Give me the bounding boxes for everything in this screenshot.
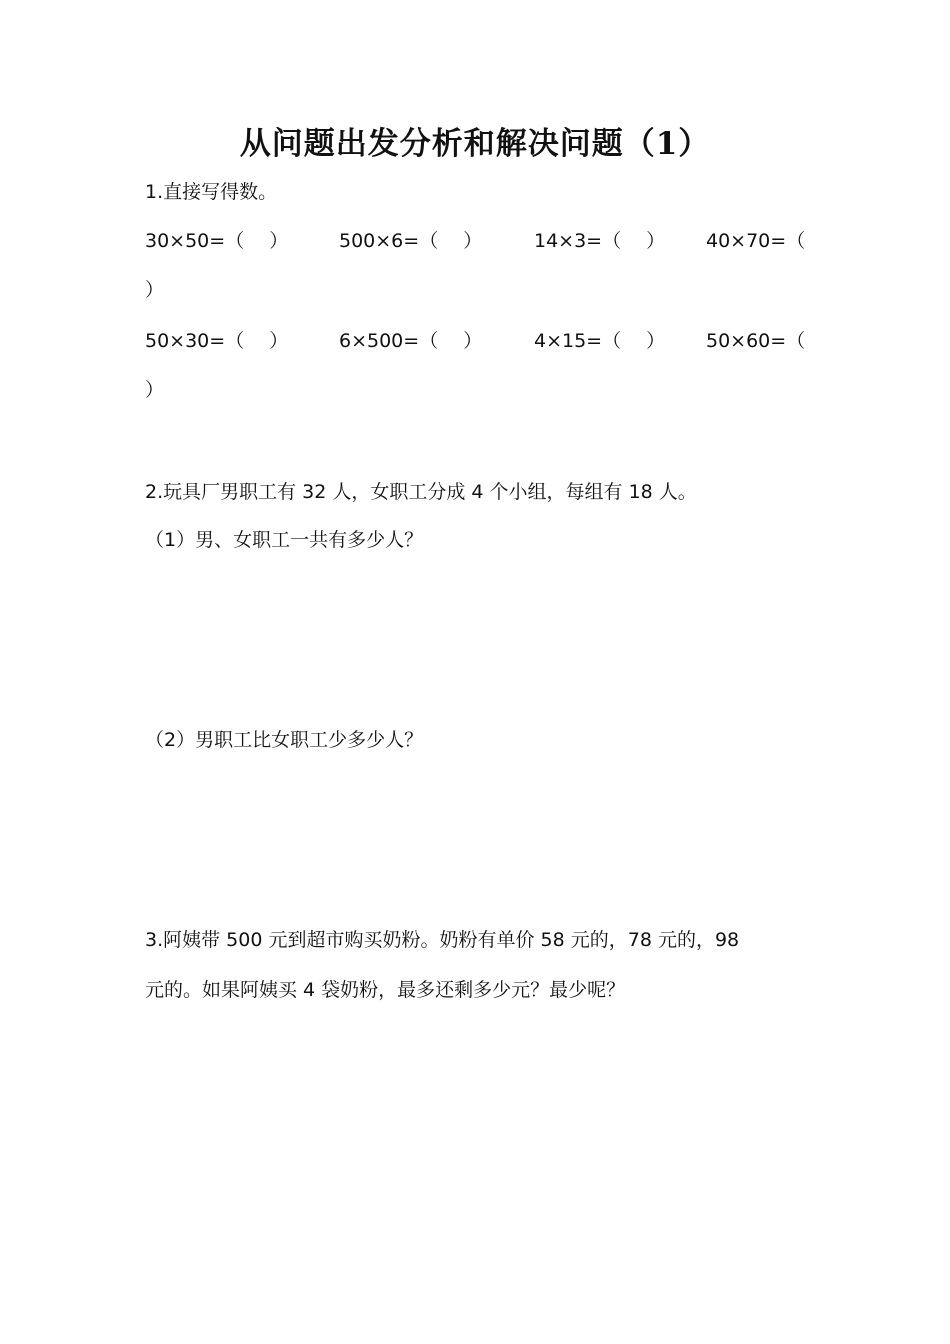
page-title: 从问题出发分析和解决问题（1）: [239, 126, 711, 162]
q1-heading: 1.直接写得数。: [145, 181, 278, 203]
q3-line2: 元的。如果阿姨买 4 袋奶粉，最多还剩多少元？最少呢？: [145, 979, 626, 1001]
q1-row1-item-4: 40×70=（: [706, 230, 806, 252]
q1-row1-item-1: 30×50=（ ）: [145, 230, 289, 252]
q1-row1-wrap: ）: [145, 279, 165, 301]
q1-row2-item-3: 4×15=（ ）: [534, 330, 666, 352]
q1-row2-wrap: ）: [145, 379, 165, 401]
q1-row2-item-1: 50×30=（ ）: [145, 330, 289, 352]
q3-line1: 3.阿姨带 500 元到超市购买奶粉。奶粉有单价 58 元的，78 元的，98: [145, 929, 740, 951]
q1-row1-item-2: 500×6=（ ）: [339, 230, 483, 252]
q2-sub1: （1）男、女职工一共有多少人？: [145, 529, 424, 551]
q1-row2-item-4: 50×60=（: [706, 330, 806, 352]
q2-sub2: （2）男职工比女职工少多少人？: [145, 729, 424, 751]
q1-row1-item-3: 14×3=（ ）: [534, 230, 666, 252]
q2-heading: 2.玩具厂男职工有 32 人，女职工分成 4 个小组，每组有 18 人。: [145, 481, 697, 503]
q1-row2-item-2: 6×500=（ ）: [339, 330, 483, 352]
